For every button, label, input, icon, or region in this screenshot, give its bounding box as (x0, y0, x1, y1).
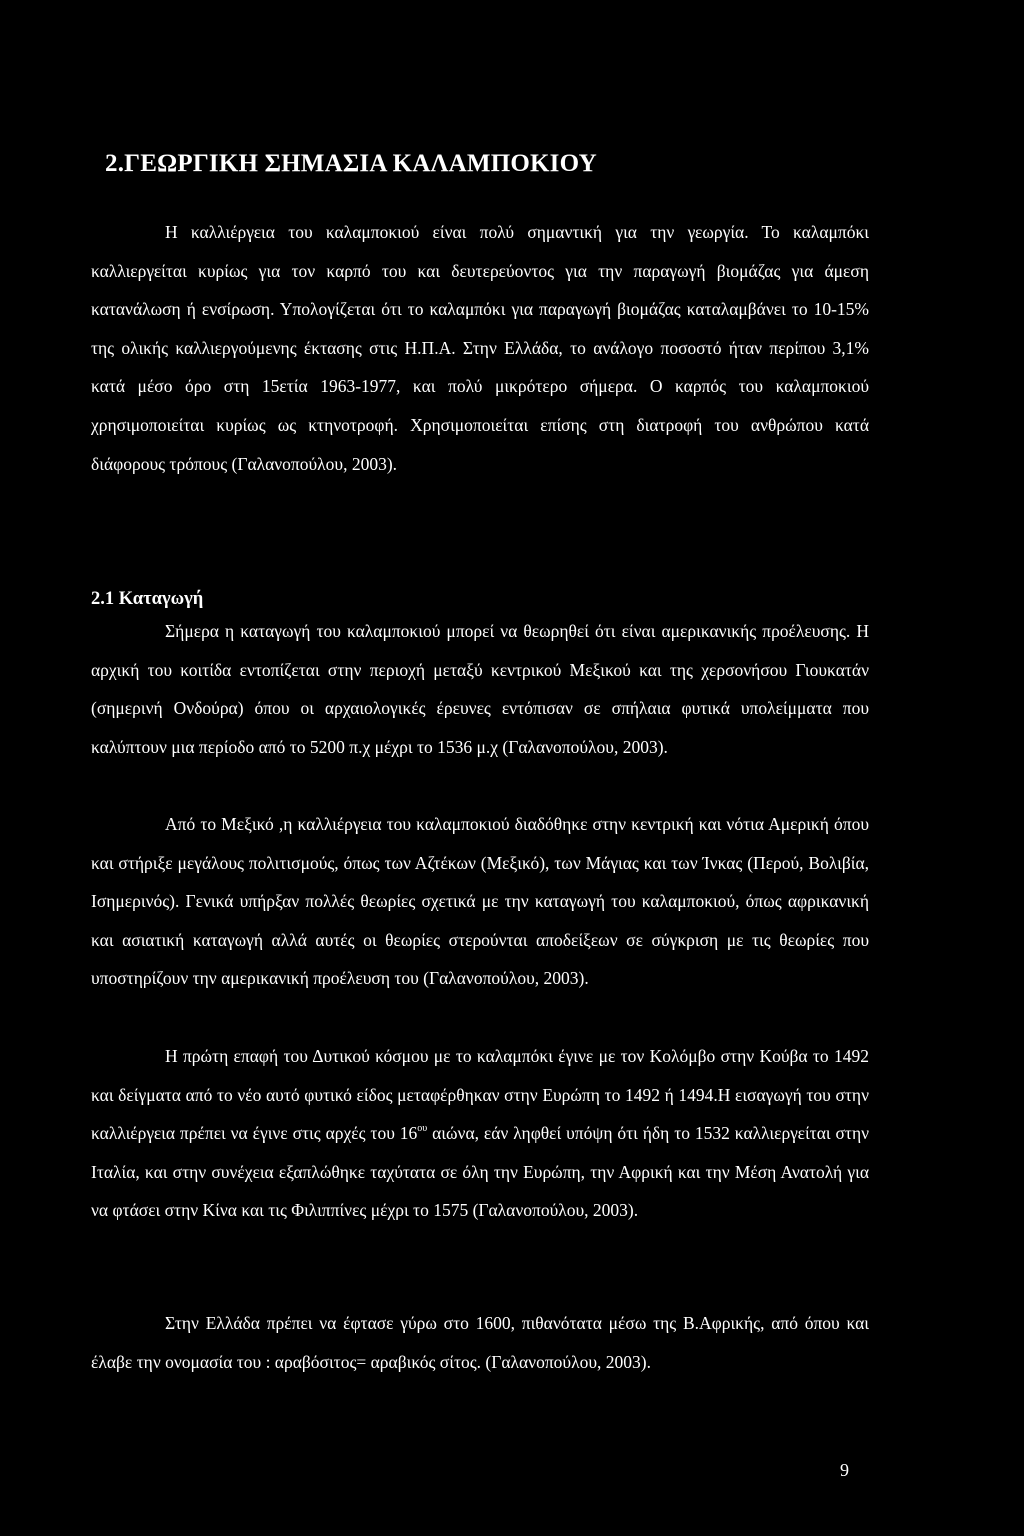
ordinal-superscript: ου (417, 1123, 428, 1135)
intro-paragraph: Η καλλιέργεια του καλαμποκιού είναι πολύ σημαντική για την γεωργία. Το καλαμπόκι καλλιεργείται κυρίως για τον καρπό του και δευτερεύοντος για την παραγωγή βιομάζας για άμεση κατανάλωση ή ενσίρωση. Υπολογίζεται ότι το καλαμπόκι για παραγωγή βιομάζας καταλαμβάνει το 10-15% της ολικής καλλιεργούμενης έκτασης στις Η.Π.Α. Στην Ελλάδα, το ανάλογο ποσοστό ήταν περίπου 3,1% κατά μέσο όρο στη 15ετία 1963-1977, και πολύ μικρότερο σήμερα. Ο καρπός του καλαμποκιού χρησιμοποιείται κυρίως ως κτηνοτροφή. Χρησιμοποιείται επίσης στη διατροφή του ανθρώπου κατά διάφορους τρόπους (Γαλανοπούλου, 2003). (91, 222, 869, 474)
chapter-heading: 2.ΓΕΩΡΓΙΚΗ ΣΗΜΑΣΙΑ ΚΑΛΑΜΠΟΚΙΟΥ (105, 150, 597, 177)
greece-arrival-paragraph: Στην Ελλάδα πρέπει να έφτασε γύρω στο 1600, πιθανότατα μέσω της Β.Αφρικής, από όπου και έλαβε την ονομασία του : αραβόσιτος= αραβικός σίτος. (Γαλανοπούλου, 2003). (91, 1313, 869, 1372)
section-heading-origin: 2.1 Καταγωγή (91, 589, 204, 609)
europe-paragraph-text-2: αιώνα, εάν ληφθεί υπόψη ότι ήδη το 1532 καλλιεργείται στην Ιταλία, και στην συνέχεια εξαπλώθηκε ταχύτατα σε όλη την Ευρώπη, την Αφρική και την Μέση Ανατολή για να φτάσει στην Κίνα και τις Φιλιππίνες μέχρι το 1575 (Γαλανοπούλου, 2003). (91, 1123, 870, 1221)
europe-spread-paragraph (91, 1037, 869, 1230)
page-number: 9 (840, 1460, 849, 1480)
europe-paragraph-text-1: Η πρώτη επαφή του Δυτικού κόσμου με το καλαμπόκι έγινε με τον Κολόμβο στην Κούβα το 1492 και δείγματα από το νέο αυτό φυτικό είδος μεταφέρθηκαν στην Ευρώπη το 1492 ή 1494.Η εισαγωγή του στην καλλιέργεια πρέπει να έγινε στις αρχές του 16 (91, 1046, 869, 1144)
mexico-spread-paragraph: Από το Μεξικό ,η καλλιέργεια του καλαμποκιού διαδόθηκε στην κεντρική και νότια Αμερική όπου και στήριξε μεγάλους πολιτισμούς, όπως των Αζτέκων (Μεξικό), των Μάγιας και των Ίνκας (Περού, Βολιβία, Ισημερινός). Γενικά υπήρξαν πολλές θεωρίες σχετικά με την καταγωγή του καλαμποκιού, όπως αφρικανική και ασιατική καταγωγή αλλά αυτές οι θεωρίες στερούνται αποδείξεων σε σύγκριση με τις θεωρίες που υποστηρίζουν την αμερικανική προέλευση του (Γαλανοπούλου, 2003). (91, 814, 869, 989)
origin-paragraph: Σήμερα η καταγωγή του καλαμποκιού μπορεί να θεωρηθεί ότι είναι αμερικανικής προέλευσης. Η αρχική του κοιτίδα εντοπίζεται στην περιοχή μεταξύ κεντρικού Μεξικού και της χερσονήσου Γιουκατάν (σημερινή Ονδούρα) όπου οι αρχαιολογικές έρευνες εντόπισαν σε σπήλαια φυτικά υπολείμματα που καλύπτουν μια περίοδο από το 5200 π.χ μέχρι το 1536 μ.χ (Γαλανοπούλου, 2003). (91, 621, 869, 757)
